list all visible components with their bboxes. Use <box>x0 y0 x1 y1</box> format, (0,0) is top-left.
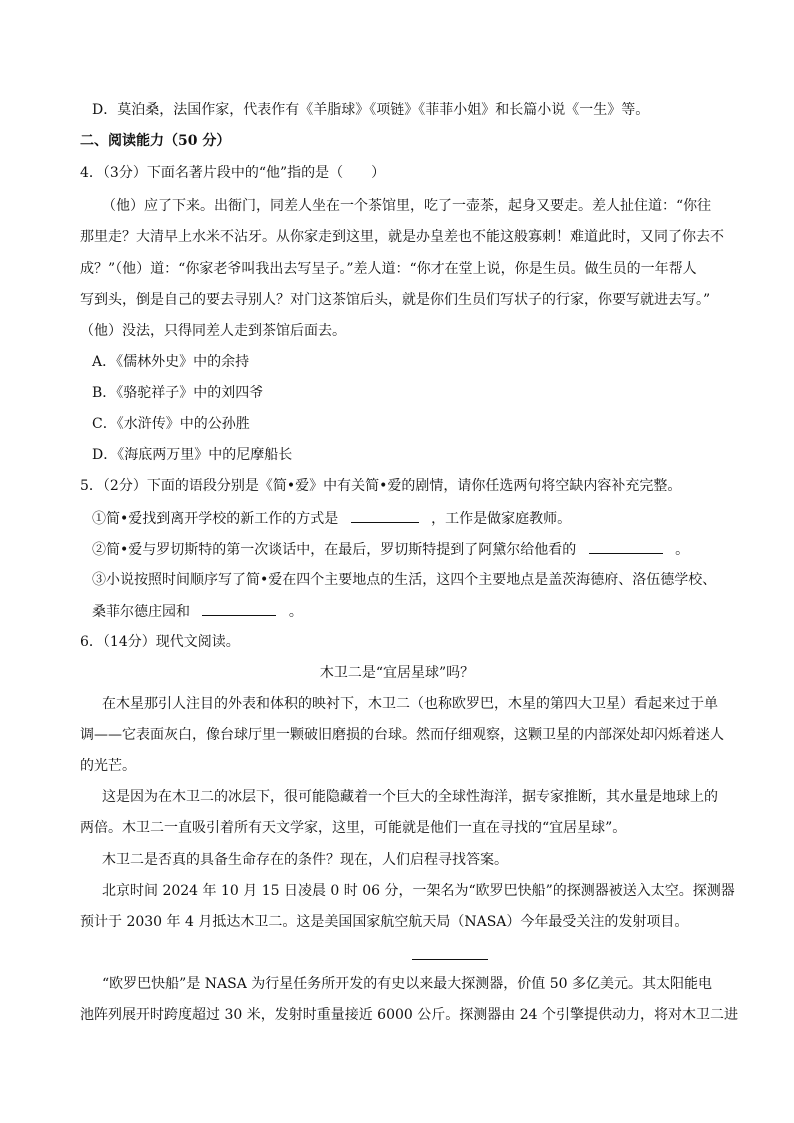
article-line: “欧罗巴快船”是 NASA 为行星任务所开发的有史以来最大探测器，价值 50 多亿美元。其太阳能电 <box>102 976 712 992</box>
option-b: B．《骆驼祥子》中的刘四爷 <box>92 385 264 401</box>
item-text: ①简•爱找到离开学校的新工作的方式是 <box>92 511 339 527</box>
article-line: 的光芒。 <box>80 758 136 774</box>
article-line: 预计于 2030 年 4 月抵达木卫二。这是美国国家航空航天局（NASA）今年最受关注的发射项目。 <box>80 914 689 930</box>
answer-blank-line[interactable] <box>412 959 488 960</box>
article-title: 木卫二是“宜居星球”吗？ <box>319 665 475 681</box>
question-5-item-3: ③小说按照时间顺序写了简•爱在四个主要地点的生活，这四个主要地点是盖茨海德府、洛伍德学校、 <box>92 572 717 588</box>
passage-line: 那里走？大清早上水米不沾牙。从你家走到这里，就是办皇差也不能这般寡刺！难道此时，又同了你去不 <box>80 229 724 245</box>
question-5-item-3-cont <box>92 601 303 622</box>
option-a: A．《儒林外史》中的余持 <box>92 354 250 370</box>
option-d: D．《海底两万里》中的尼摩船长 <box>92 447 293 463</box>
section-heading-reading: 二、阅读能力（50 分） <box>80 133 231 149</box>
passage-line: （他）应了下来。出衙门，同差人坐在一个茶馆里，吃了一壶茶，起身又要走。差人扯住道：“你往 <box>102 198 712 214</box>
article-line: 两倍。木卫二一直吸引着所有天文学家，这里，可能就是他们一直在寻找的“宜居星球”。 <box>80 820 627 836</box>
item-text: 桑菲尔德庄园和 <box>92 604 190 620</box>
passage-line: 写到头，倒是自己的要去寻别人？对门这茶馆后头，就是你们生员们写状子的行家，你要写就进去写。” <box>80 292 711 308</box>
item-text: ，工作是做家庭教师。 <box>431 511 572 527</box>
answer-blank[interactable] <box>589 539 663 554</box>
item-text: 。 <box>675 542 690 558</box>
article-line: 在木星那引人注目的外表和体积的映衬下，木卫二（也称欧罗巴，木星的第四大卫星）看起来过于单 <box>102 696 718 712</box>
question-5-item-2 <box>92 539 689 560</box>
passage-line: 成？”（他）道：“你家老爷叫我出去写呈子。”差人道：“你才在堂上说，你是生员。做生员的一年帮人 <box>80 261 697 277</box>
question-5-stem: 5．（2分）下面的语段分别是《简•爱》中有关简•爱的剧情，请你任选两句将空缺内容补充完整。 <box>80 478 682 494</box>
option-d-prev-question: D．莫泊桑，法国作家，代表作有《羊脂球》《项链》《菲菲小姐》和长篇小说《一生》等。 <box>92 102 650 118</box>
answer-blank[interactable] <box>351 508 419 523</box>
option-c: C．《水浒传》中的公孙胜 <box>92 416 250 432</box>
item-text: 。 <box>288 604 303 620</box>
article-line: 调——它表面灰白，像台球厅里一颗破旧磨损的台球。然而仔细观察，这颗卫星的内部深处却闪烁着迷人 <box>80 727 724 743</box>
article-line: 这是因为在木卫二的冰层下，很可能隐藏着一个巨大的全球性海洋，据专家推断，其水量是地球上的 <box>102 789 718 805</box>
article-line: 池阵列展开时跨度超过 30 米，发射时重量接近 6000 公斤。探测器由 24 个引擎提供动力，将对木卫二进 <box>80 1007 738 1023</box>
item-text: ②简•爱与罗切斯特的第一次谈话中，在最后，罗切斯特提到了阿黛尔给他看的 <box>92 542 577 558</box>
question-6-stem: 6．（14分）现代文阅读。 <box>80 634 240 650</box>
passage-line: （他）没法，只得同差人走到茶馆后面去。 <box>80 323 346 339</box>
question-4-stem: 4．（3分）下面名著片段中的“他”指的是（ ） <box>80 165 386 181</box>
article-line: 木卫二是否真的具备生命存在的条件？现在，人们启程寻找答案。 <box>102 852 508 868</box>
question-5-item-1 <box>92 508 571 529</box>
article-line: 北京时间 2024 年 10 月 15 日凌晨 0 时 06 分，一架名为“欧罗巴快船”的探测器被送入太空。探测器 <box>102 883 735 899</box>
answer-blank[interactable] <box>202 601 276 616</box>
